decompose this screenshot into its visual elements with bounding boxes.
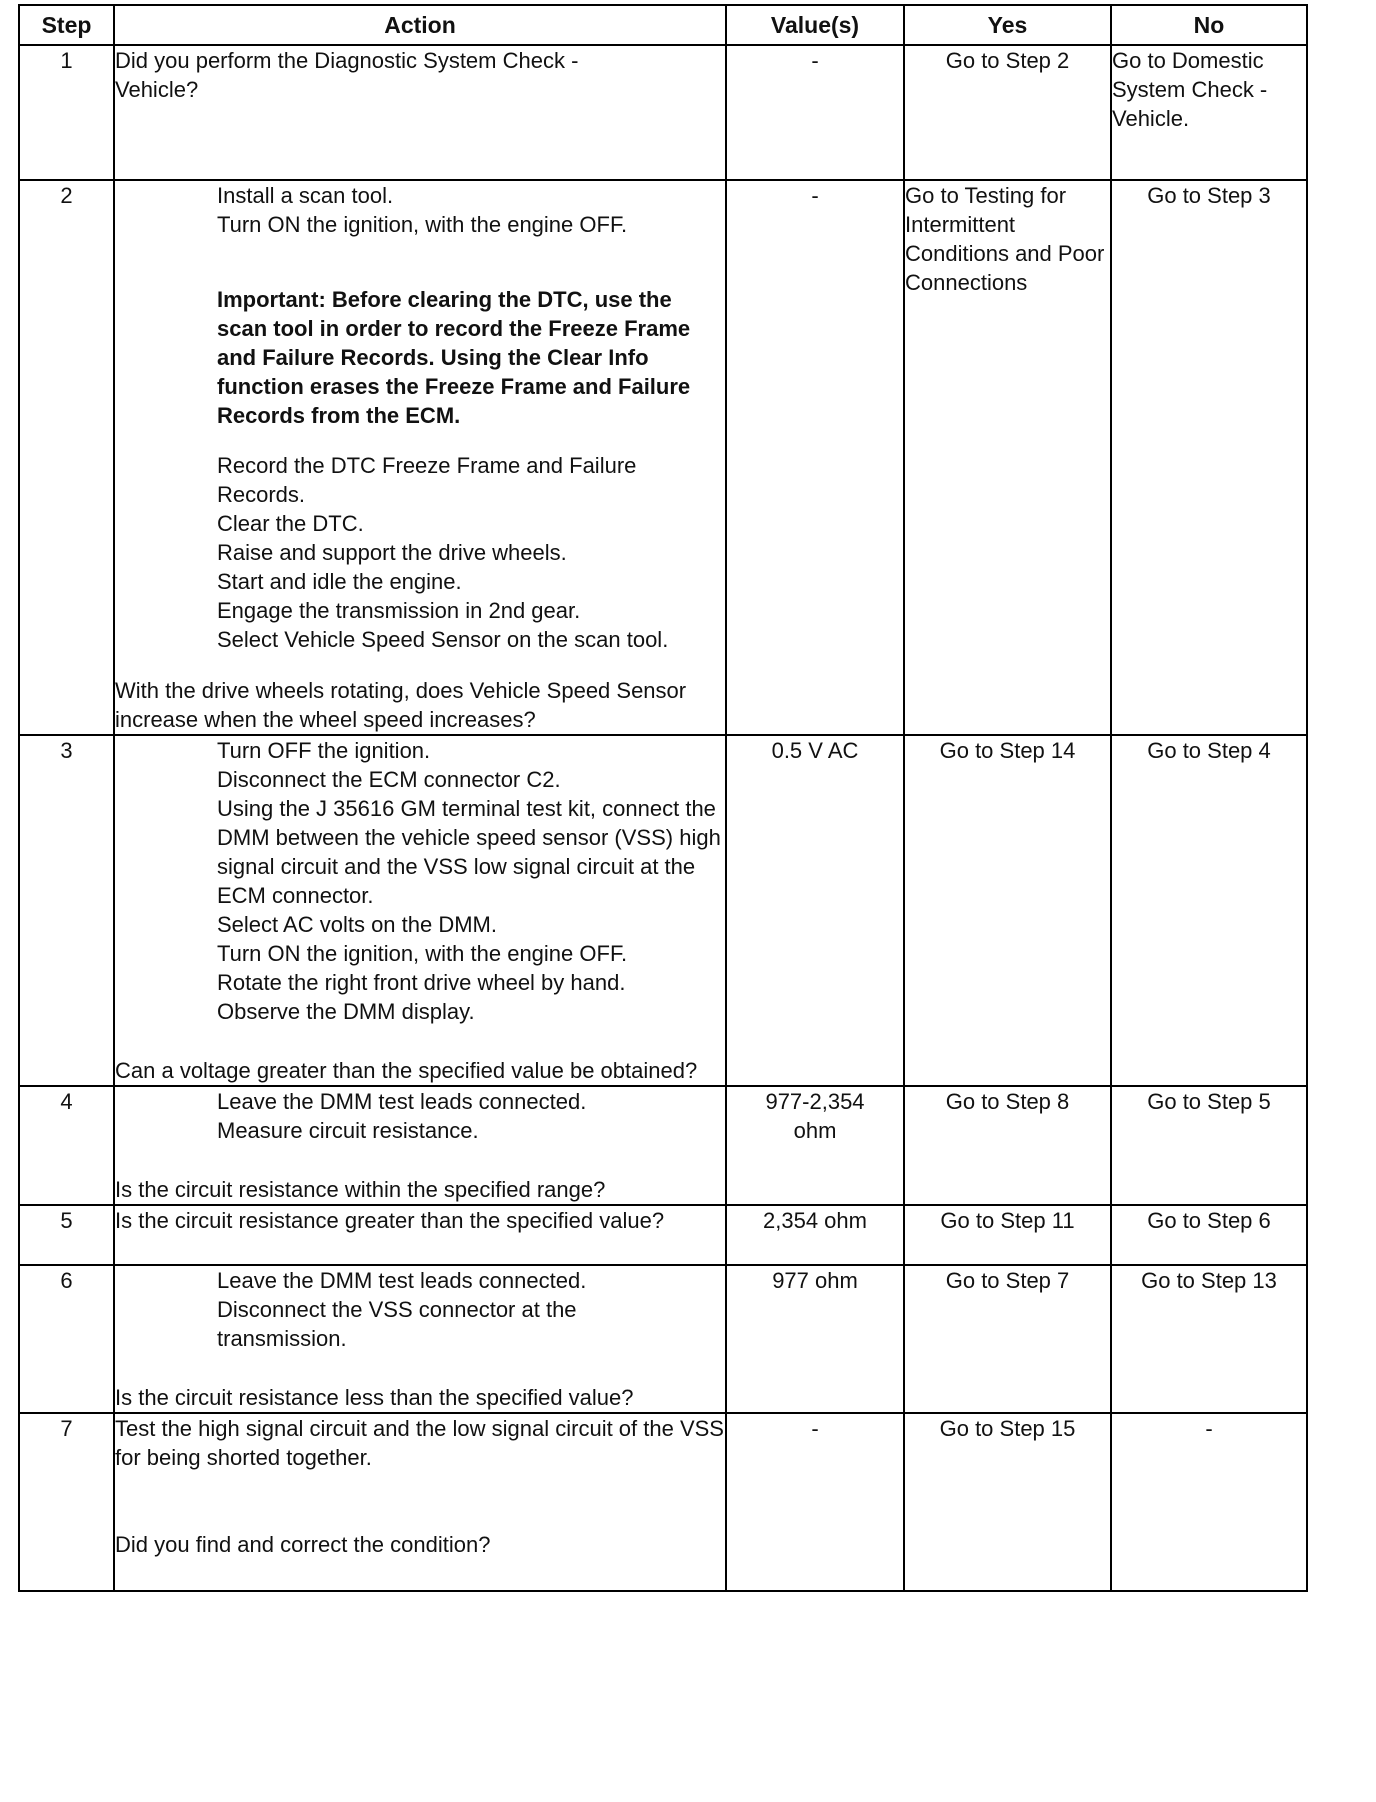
yes-cell: Go to Step 2: [904, 45, 1111, 180]
table-row: [19, 45, 1307, 180]
action-step: Start and idle the engine.: [217, 569, 462, 594]
yes-cell: Go to Step 8: [904, 1086, 1111, 1205]
table-row: [19, 180, 1307, 735]
yes-cell: Go to Step 15: [904, 1413, 1111, 1591]
header-step: Step: [19, 5, 114, 45]
action-question: Did you find and correct the condition?: [115, 1532, 491, 1557]
header-values: Value(s): [726, 5, 904, 45]
no-cell: Go to Step 5: [1111, 1086, 1307, 1205]
no-cell: Go to Step 3: [1111, 180, 1307, 735]
action-step: Measure circuit resistance.: [217, 1118, 479, 1143]
step-number: 2: [19, 180, 114, 735]
header-yes: Yes: [904, 5, 1111, 45]
header-action: Action: [114, 5, 726, 45]
step-number: 4: [19, 1086, 114, 1205]
step-number: 3: [19, 735, 114, 1086]
action-question: With the drive wheels rotating, does Vehicle Speed Sensor increase when the wheel speed increases?: [115, 678, 687, 732]
action-step: Disconnect the VSS connector at the transmission.: [217, 1297, 577, 1351]
action-step: Leave the DMM test leads connected.: [217, 1268, 587, 1293]
table-row: [19, 1265, 1307, 1413]
action-step: Test the high signal circuit and the low signal circuit of the VSS for being shorted together.: [115, 1416, 724, 1470]
step-number: 7: [19, 1413, 114, 1591]
action-question: Did you perform the Diagnostic System Check - Vehicle?: [115, 48, 579, 102]
action-question: Can a voltage greater than the specified value be obtained?: [115, 1058, 698, 1083]
table-row: [19, 1413, 1307, 1591]
action-cell: [114, 1413, 726, 1591]
action-step: Rotate the right front drive wheel by hand.: [217, 970, 626, 995]
action-step: Turn ON the ignition, with the engine OFF.: [217, 212, 628, 237]
action-cell: [114, 1265, 726, 1413]
no-cell: Go to Domestic System Check - Vehicle.: [1111, 45, 1307, 180]
value-cell: [726, 1086, 904, 1205]
value-cell: -: [726, 180, 904, 735]
header-row: [19, 5, 1307, 45]
action-cell: [114, 735, 726, 1086]
action-step: Raise and support the drive wheels.: [217, 540, 567, 565]
yes-cell: Go to Step 14: [904, 735, 1111, 1086]
action-step: Engage the transmission in 2nd gear.: [217, 598, 581, 623]
yes-cell: Go to Step 7: [904, 1265, 1111, 1413]
value-cell: 2,354 ohm: [726, 1205, 904, 1265]
action-step: Clear the DTC.: [217, 511, 364, 536]
action-step: Using the J 35616 GM terminal test kit, connect the DMM between the vehicle speed sensor (VSS) high signal circuit and the VSS low signal circuit at the ECM connector.: [217, 796, 721, 908]
no-cell: Go to Step 6: [1111, 1205, 1307, 1265]
action-cell: [114, 1086, 726, 1205]
action-question: Is the circuit resistance less than the specified value?: [115, 1385, 634, 1410]
action-step: Select AC volts on the DMM.: [217, 912, 497, 937]
action-question: Is the circuit resistance within the specified range?: [115, 1177, 606, 1202]
header-no: No: [1111, 5, 1307, 45]
action-cell: [114, 180, 726, 735]
action-step: Turn ON the ignition, with the engine OFF.: [217, 941, 628, 966]
yes-cell: Go to Step 11: [904, 1205, 1111, 1265]
value-text: 977-2,354 ohm: [765, 1089, 865, 1143]
action-step: Install a scan tool.: [217, 183, 394, 208]
action-cell: [114, 1205, 726, 1265]
value-cell: -: [726, 1413, 904, 1591]
value-cell: 977 ohm: [726, 1265, 904, 1413]
table-row: [19, 1086, 1307, 1205]
diagnostic-table: [18, 4, 1308, 1592]
action-step: Record the DTC Freeze Frame and Failure Records.: [217, 453, 637, 507]
yes-cell: Go to Testing for Intermittent Conditions and Poor Connections: [904, 180, 1111, 735]
action-step: Disconnect the ECM connector C2.: [217, 767, 561, 792]
action-step: Select Vehicle Speed Sensor on the scan tool.: [217, 627, 669, 652]
step-number: 1: [19, 45, 114, 180]
no-cell: Go to Step 13: [1111, 1265, 1307, 1413]
step-number: 5: [19, 1205, 114, 1265]
action-step: Leave the DMM test leads connected.: [217, 1089, 587, 1114]
value-cell: -: [726, 45, 904, 180]
important-note: Important: Before clearing the DTC, use the scan tool in order to record the Freeze Frame and Failure Records. Using the Clear Info function erases the Freeze Frame and Failure Records from the ECM.: [217, 287, 691, 428]
action-step: Turn OFF the ignition.: [217, 738, 431, 763]
action-step: Observe the DMM display.: [217, 999, 475, 1024]
table-row: [19, 735, 1307, 1086]
value-cell: 0.5 V AC: [726, 735, 904, 1086]
table-row: [19, 1205, 1307, 1265]
no-cell: -: [1111, 1413, 1307, 1591]
step-number: 6: [19, 1265, 114, 1413]
action-cell: [114, 45, 726, 180]
no-cell: Go to Step 4: [1111, 735, 1307, 1086]
action-question: Is the circuit resistance greater than the specified value?: [115, 1208, 665, 1233]
